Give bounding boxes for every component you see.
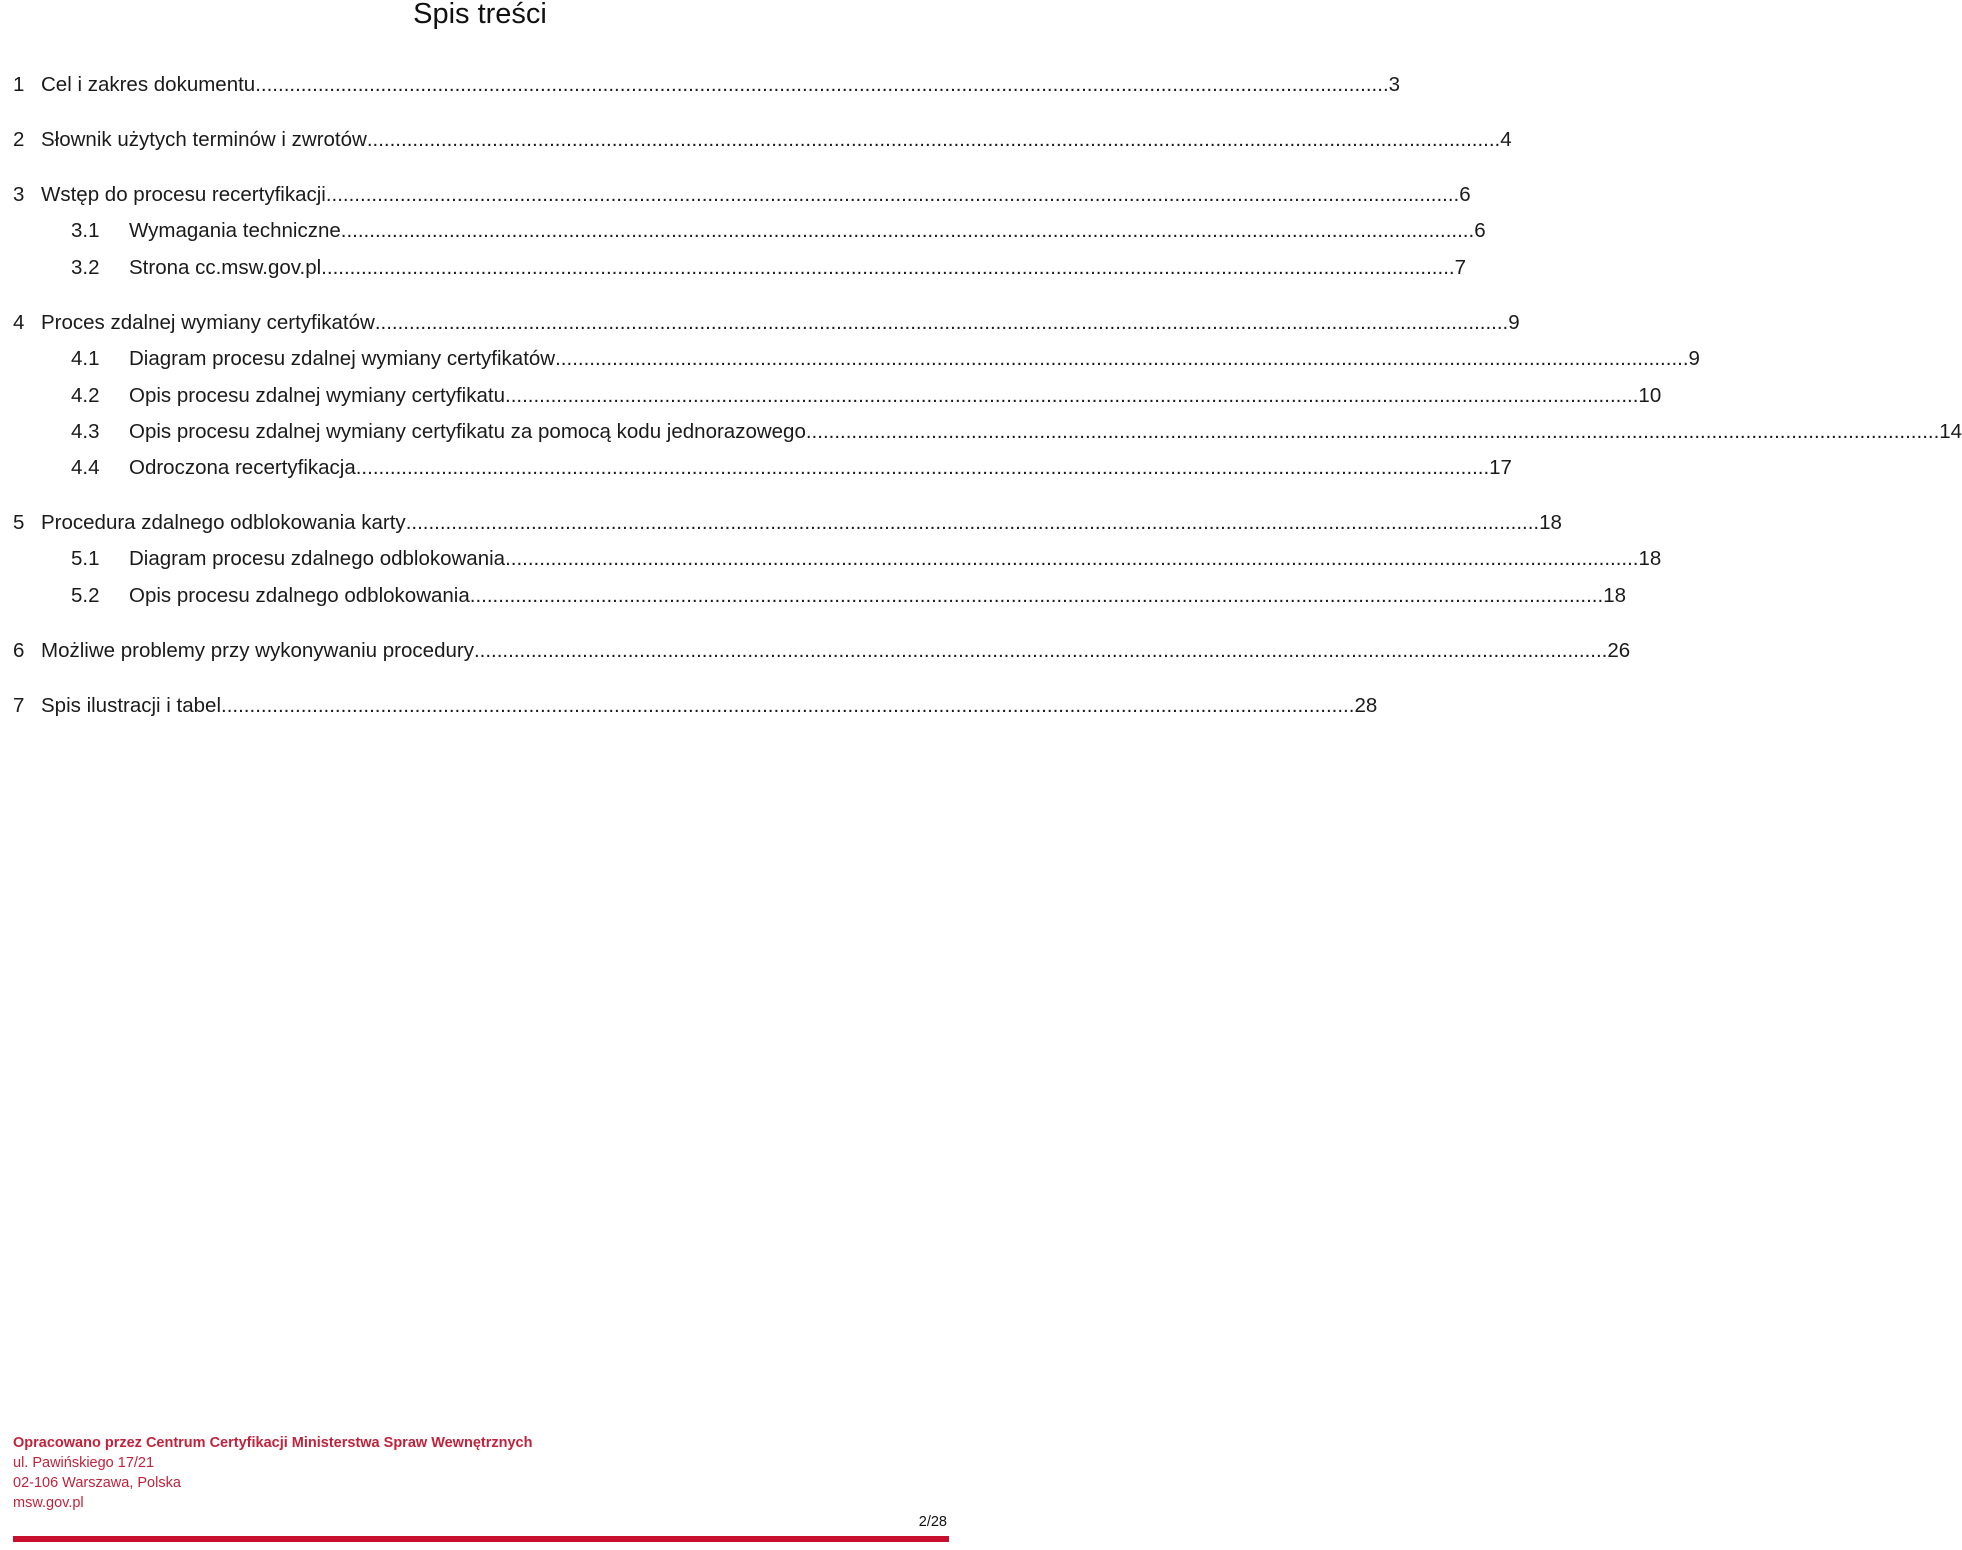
toc-entry-page: 18	[1603, 584, 1626, 607]
toc-entry-label: Proces zdalnej wymiany certyfikatów	[41, 311, 375, 334]
toc-entry-label: Procedura zdalnego odblokowania karty	[41, 511, 406, 534]
toc-entry-6[interactable]	[0, 636, 1631, 666]
toc-entry-1[interactable]	[0, 70, 1401, 100]
toc-entry-label: Opis procesu zdalnej wymiany certyfikatu	[129, 384, 505, 407]
dot-leader: .......................................................................................................................................................................................................	[405, 511, 1540, 534]
toc-entry-number: 2	[13, 128, 25, 151]
toc-entry-number: 5	[13, 511, 25, 534]
dot-leader: .......................................................................................................................................................................................................	[555, 347, 1689, 370]
toc-entry-page: 4	[1500, 128, 1512, 151]
footer-website-link[interactable]: msw.gov.pl	[13, 1495, 84, 1511]
toc-entry-number: 4.1	[71, 347, 100, 370]
footer-street: ul. Pawińskiego 17/21	[13, 1455, 155, 1471]
toc-entry-page: 10	[1638, 384, 1662, 407]
dot-leader: .......................................................................................................................................................................................................	[321, 256, 1455, 279]
toc-entry-number: 7	[13, 694, 25, 717]
toc-entry-2[interactable]	[0, 125, 1512, 155]
toc-entry-label: Odroczona recertyfikacja	[129, 456, 356, 479]
footer-accent-bar	[13, 1536, 949, 1542]
toc-entry-number: 4.3	[71, 420, 100, 443]
toc-entry-page: 6	[1474, 219, 1486, 242]
dot-leader: .......................................................................................................................................................................................................	[340, 219, 1475, 242]
dot-leader: .......................................................................................................................................................................................................	[805, 420, 1940, 443]
toc-entry-3-2[interactable]	[0, 253, 1466, 283]
toc-entry-5-2[interactable]	[0, 581, 1626, 611]
toc-entry-7[interactable]	[0, 691, 1378, 721]
toc-entry-4-3[interactable]	[0, 417, 1962, 447]
toc-entry-4-1[interactable]	[0, 344, 1700, 374]
toc-entry-3[interactable]	[0, 180, 1471, 210]
dot-leader: .......................................................................................................................................................................................................	[366, 128, 1501, 151]
page-number: 2/28	[918, 1514, 947, 1530]
footer-organization: Opracowano przez Centrum Certyfikacji Ministerstwa Spraw Wewnętrznych	[13, 1435, 533, 1451]
toc-entry-number: 4.4	[71, 456, 100, 479]
footer-city: 02-106 Warszawa, Polska	[13, 1475, 181, 1491]
toc-entry-label: Spis ilustracji i tabel	[41, 694, 222, 717]
toc-entry-number: 3.2	[71, 256, 100, 279]
toc-entry-number: 3	[13, 183, 25, 206]
toc-entry-5-1[interactable]	[0, 544, 1662, 574]
toc-entry-number: 5.2	[71, 584, 100, 607]
toc-entry-page: 9	[1508, 311, 1520, 334]
dot-leader: .......................................................................................................................................................................................................	[505, 547, 1639, 570]
dot-leader: .......................................................................................................................................................................................................	[355, 456, 1490, 479]
toc-entry-page: 18	[1539, 511, 1562, 534]
dot-leader: .......................................................................................................................................................................................................	[221, 694, 1355, 717]
dot-leader: .......................................................................................................................................................................................................	[255, 73, 1389, 96]
toc-entry-number: 3.1	[71, 219, 100, 242]
dot-leader: .......................................................................................................................................................................................................	[374, 311, 1509, 334]
toc-entry-page: 9	[1688, 347, 1700, 370]
toc-entry-number: 6	[13, 639, 25, 662]
page-title: Spis treści	[413, 0, 547, 30]
toc-entry-label: Strona cc.msw.gov.pl	[129, 256, 322, 279]
toc-entry-page: 26	[1607, 639, 1631, 662]
toc-entry-page: 3	[1388, 73, 1401, 96]
toc-entry-label: Diagram procesu zdalnej wymiany certyfikatów	[129, 347, 556, 370]
toc-entry-page: 14	[1939, 420, 1962, 443]
toc-entry-number: 5.1	[71, 547, 100, 570]
dot-leader: .......................................................................................................................................................................................................	[325, 183, 1460, 206]
toc-entry-3-1[interactable]	[0, 216, 1486, 246]
toc-entry-label: Diagram procesu zdalnego odblokowania	[129, 547, 506, 570]
toc-entry-label: Słownik użytych terminów i zwrotów	[41, 128, 367, 151]
toc-entry-label: Opis procesu zdalnej wymiany certyfikatu za pomocą kodu jednorazowego	[129, 420, 806, 443]
toc-entry-label: Możliwe problemy przy wykonywaniu procedury	[41, 639, 474, 662]
toc-entry-number: 4.2	[71, 384, 100, 407]
page-footer	[13, 1433, 532, 1513]
toc-entry-4[interactable]	[0, 308, 1520, 338]
dot-leader: .......................................................................................................................................................................................................	[469, 584, 1604, 607]
toc-entry-page: 17	[1489, 456, 1512, 479]
toc-entry-label: Cel i zakres dokumentu	[41, 73, 256, 96]
toc-entry-5[interactable]	[0, 508, 1562, 538]
table-of-contents	[0, 0, 1962, 760]
toc-entry-label: Wstęp do procesu recertyfikacji	[41, 183, 326, 206]
toc-entry-page: 6	[1459, 183, 1471, 206]
toc-entry-page: 18	[1638, 547, 1662, 570]
toc-entry-number: 4	[13, 311, 25, 334]
toc-entry-number: 1	[13, 73, 25, 96]
toc-entry-4-2[interactable]	[0, 381, 1662, 411]
toc-entry-label: Opis procesu zdalnego odblokowania	[129, 584, 470, 607]
toc-entry-4-4[interactable]	[0, 453, 1512, 483]
toc-entry-label: Wymagania techniczne	[129, 219, 341, 242]
dot-leader: .......................................................................................................................................................................................................	[505, 384, 1639, 407]
toc-entry-page: 7	[1454, 256, 1466, 279]
toc-entry-page: 28	[1354, 694, 1378, 717]
dot-leader: .......................................................................................................................................................................................................	[473, 639, 1608, 662]
